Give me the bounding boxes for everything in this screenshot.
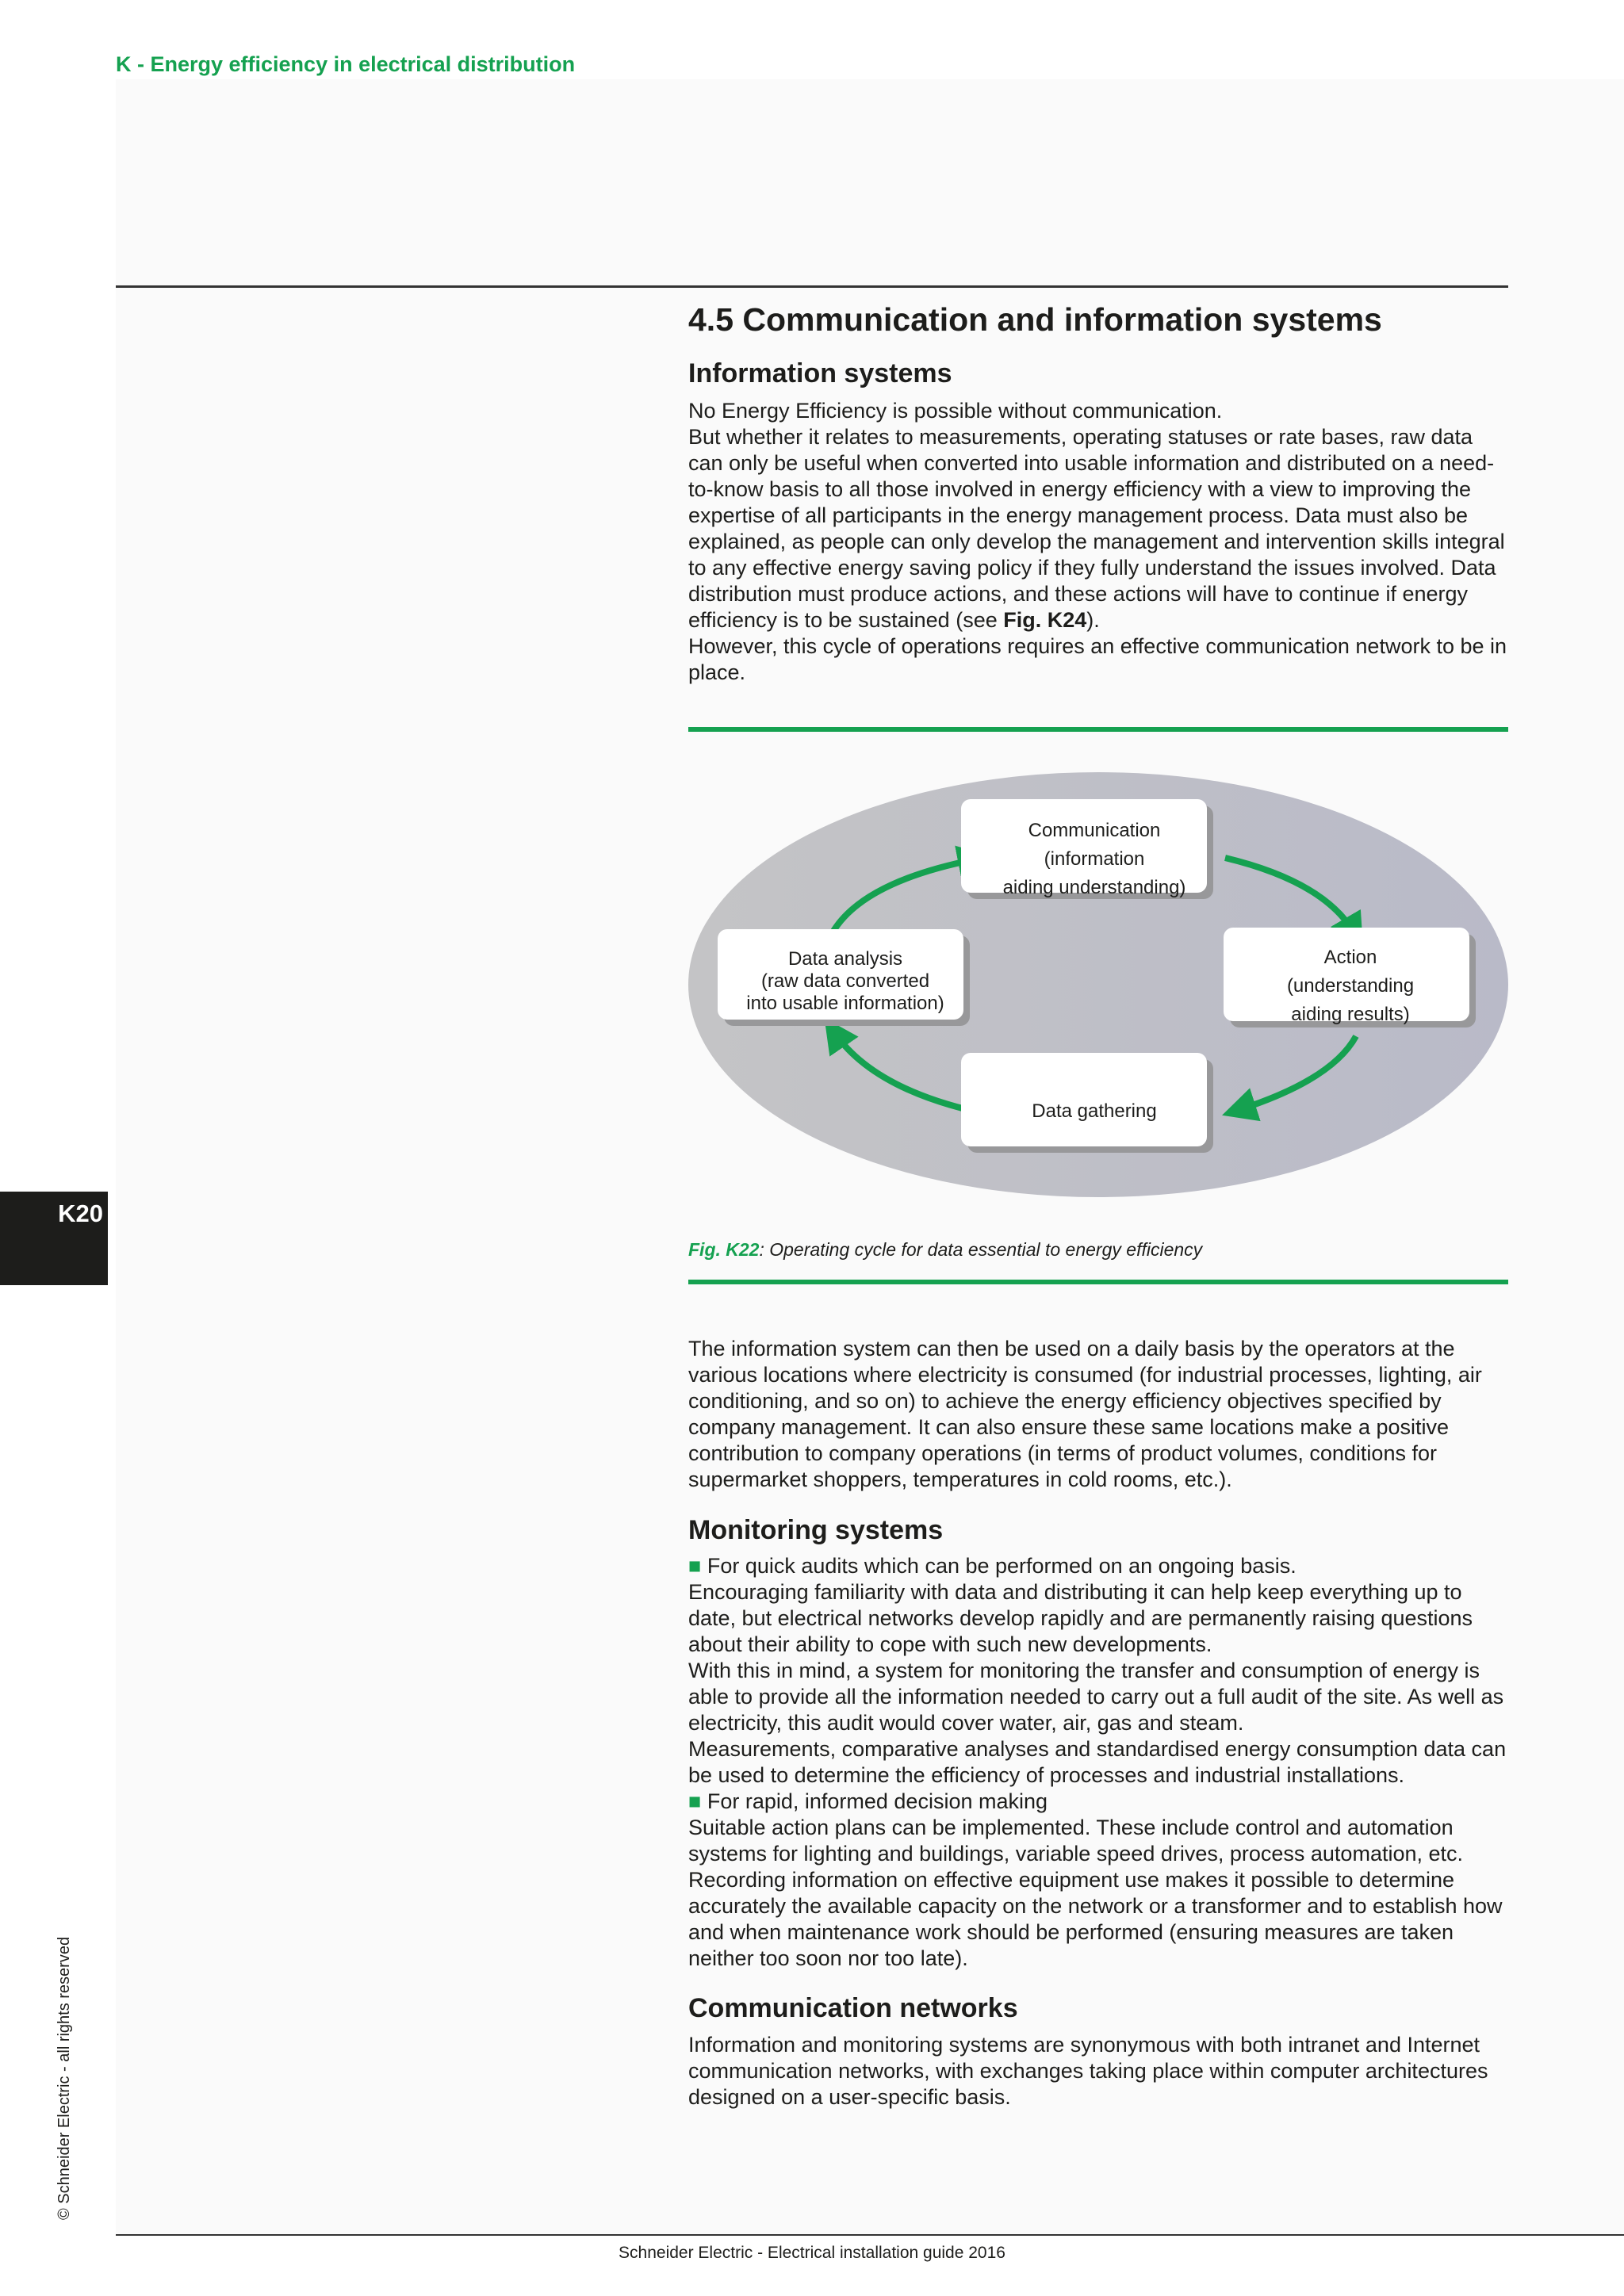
bullet-text: For quick audits which can be performed on an ongoing basis. [707, 1554, 1297, 1578]
page-number: K20 [58, 1200, 103, 1227]
monitoring-systems-text [688, 1553, 1513, 1972]
box-data-gathering [961, 1053, 1213, 1153]
box-line: into usable information) [746, 993, 944, 1014]
paragraph [688, 424, 1513, 633]
paragraph: However, this cycle of operations requires an effective communication network to be in place. [688, 634, 1507, 684]
page-footer: Schneider Electric - Electrical installation guide 2016 [619, 2244, 1005, 2262]
box-line: aiding understanding) [1002, 877, 1186, 898]
square-bullet-icon: ■ [688, 1789, 702, 1813]
information-systems-text [688, 398, 1513, 686]
box-line: (understanding [1286, 975, 1415, 997]
page-number-tab [0, 1192, 108, 1285]
box-line: Communication [1028, 820, 1161, 841]
figure-top-rule [688, 727, 1508, 732]
after-figure-text [688, 1336, 1513, 1493]
paragraph: No Energy Efficiency is possible without communication. [688, 399, 1223, 423]
box-line: Data analysis [787, 948, 903, 970]
paragraph: Suitable action plans can be implemented. These include control and automation systems for lighting and buildings, variable speed drives, process automation, etc. Recording information on effective equipment use makes it possible to determine accurately the available capacity on the network or a transformer and to establish how and when maintenance work should be performed (ensuring measures are taken neither too soon nor too late). [688, 1816, 1503, 1970]
box-line: (information [1044, 848, 1145, 870]
bottom-divider [116, 2234, 1624, 2236]
figure-caption [688, 1239, 1202, 1261]
paragraph: Encouraging familiarity with data and distributing it can help keep everything up to date, but electrical networks develop rapidly and are permanently raising questions about their ability to cope with such new developments. [688, 1580, 1473, 1656]
paragraph-text: But whether it relates to measurements, operating statuses or rate bases, raw data can only be useful when converted into usable information and distributed on a need-to-know basis to all those involved in energy efficiency with a view to improving the expertise of all participants in the energy management process. Data must also be explained, as people can only develop the management and intervention skills integral to any effective energy saving policy if they fully understand the issues involved. Data distribution must produce actions, and these actions will have to continue if energy efficiency is to be sustained (see [688, 425, 1505, 632]
box-body [961, 1053, 1207, 1146]
subheading-communication-networks: Communication networks [688, 1993, 1018, 2023]
box-line: Data gathering [1032, 1100, 1157, 1122]
figure-bottom-rule [688, 1280, 1508, 1284]
box-communication [961, 799, 1213, 899]
box-line: (raw data converted [760, 970, 930, 992]
top-divider [116, 285, 1508, 288]
section-title: 4.5 Communication and information systems [688, 301, 1382, 338]
bullet-item [688, 1789, 1513, 1815]
copyright-notice: © Schneider Electric - all rights reserved [56, 1936, 73, 2220]
chapter-header: K - Energy efficiency in electrical distribution [116, 52, 576, 76]
caption-text: : Operating cycle for data essential to energy efficiency [759, 1239, 1203, 1260]
caption-figure-number: Fig. K22 [688, 1239, 760, 1260]
communication-networks-text [688, 2032, 1513, 2110]
bullet-item [688, 1553, 1513, 1579]
box-line: aiding results) [1291, 1004, 1410, 1025]
subheading-information-systems: Information systems [688, 358, 952, 388]
bullet-text: For rapid, informed decision making [707, 1789, 1048, 1813]
operating-cycle-diagram [682, 763, 1515, 1207]
square-bullet-icon: ■ [688, 1554, 702, 1578]
paragraph-text: ). [1086, 608, 1100, 632]
box-action [1224, 928, 1476, 1027]
paragraph: With this in mind, a system for monitoring the transfer and consumption of energy is able to provide all the information needed to carry out a full audit of the site. As well as electricity, this audit would cover water, air, gas and steam. [688, 1659, 1504, 1735]
subheading-monitoring-systems: Monitoring systems [688, 1515, 944, 1545]
box-line: Action [1323, 947, 1377, 968]
paragraph: The information system can then be used on a daily basis by the operators at the various locations where electricity is consumed (for industrial processes, lighting, air conditioning, and so on) to achieve the energy efficiency objectives specified by company management. It can also ensure these same locations make a positive contribution to company operations (in terms of product volumes, conditions for supermarket shoppers, temperatures in cold rooms, etc.). [688, 1337, 1482, 1491]
figure-reference: Fig. K24 [1003, 608, 1087, 632]
box-data-analysis [718, 929, 970, 1026]
paragraph: Measurements, comparative analyses and standardised energy consumption data can be used to determine the efficiency of processes and industrial installations. [688, 1737, 1507, 1787]
paragraph: Information and monitoring systems are synonymous with both intranet and Internet communication networks, with exchanges taking place within computer architectures designed on a user-specific basis. [688, 2033, 1488, 2109]
